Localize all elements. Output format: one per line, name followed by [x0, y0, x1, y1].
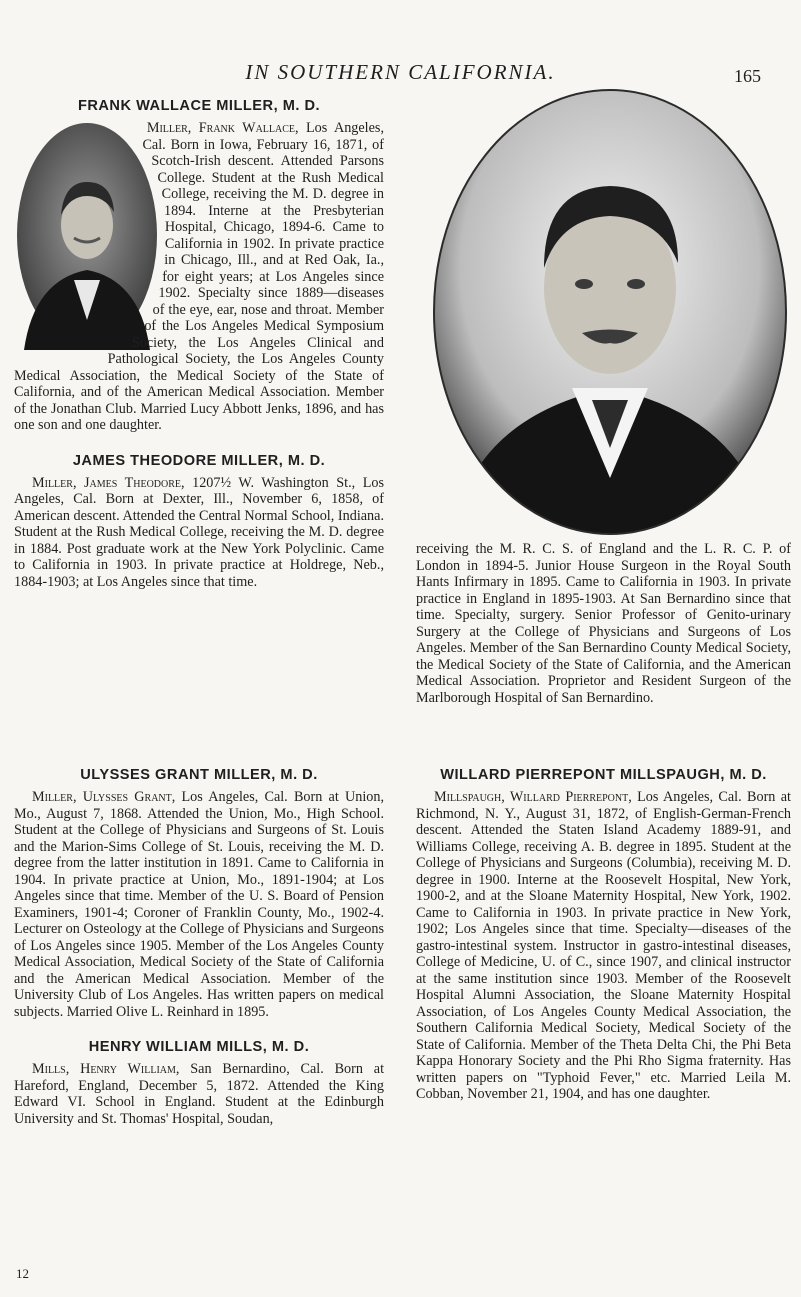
portrait-frank-wallace-miller [14, 120, 160, 350]
right-column-bottom [416, 766, 791, 1103]
entry-text [14, 475, 384, 591]
entry-body: Los Angeles, Cal. Born at Richmond, N. Y., August 31, 1872, of English-German-French descent. Attended the Staten Island Academy 1889-91, and Williams College, receiving A. B. degree in 1895. Student at the College of Physicians and Surgeons (Columbia), receiving M. D. degree in 1900. Interne at the Roosevelt Hospital, New York, 1900-2, and at the Sloane Maternity Hospital, New York, 1902. Came to California in 1903. In private practice in New York, 1902; Los Angeles since that time. Specialty—diseases of the gastro-intestinal system. Instructor in gastro-intestinal diseases, College of Medicine, U. of C., since 1907, and clinical instructor at the same institution since 1903. Member of the Roosevelt Hospital Alumni Association, the Sloane Maternity Hospital Association, of Los Angeles County Medical Association, the Southern California Medical Society, Medical Society of the State of California. Member of the Theta Delta Chi, the Phi Beta Kappa Honorary Society and the Phi Rho Sigma fraternity. Has written papers on "Typhoid Fever," etc. Married Leila M. Cobban, November 21, 1904, and has one daughter. [416, 789, 791, 1102]
entry-body: Los Angeles, Cal. Born at Union, Mo., August 7, 1868. Attended the Union, Mo., High School. Student at the College of Physicians and Surgeons of St. Louis and the Marion-Sims College of St. Louis, receiving the M. D. degree from the latter institution in 1891. Came to California in 1904. In private practice at Union, Mo., 1891-1904; at Los Angeles since that time. Member of the U. S. Board of Pension Examiners, 1901-4; Coroner of Franklin County, Mo., 1902-4. Lecturer on Osteology at the College of Physicians and Surgeons of Los Angeles since 1905. Member of the Los Angeles County Medical Association, Medical Society of the State of California and the American Medical Association. Member of the University Club of Los Angeles. Has written papers on medical subjects. Married Olive L. Reinhard in 1895. [14, 789, 384, 1020]
page-number: 165 [734, 66, 761, 86]
left-column-top [14, 97, 384, 590]
entry-lead-name: Miller, James Theodore, [32, 474, 185, 491]
entry-heading: ULYSSES GRANT MILLER, M. D. [80, 767, 318, 783]
entry-heading: JAMES THEODORE MILLER, M. D. [72, 452, 326, 469]
entry-text [416, 789, 791, 1103]
running-head: IN SOUTHERN CALIFORNIA. [245, 60, 556, 84]
entry-heading: HENRY WILLIAM MILLS, M. D. [88, 1039, 310, 1055]
entry-lead-name: Miller, Ulysses Grant, [32, 789, 176, 805]
entry-heading: FRANK WALLACE MILLER, M. D. [77, 98, 321, 114]
entry-body: San Bernardino, Cal. Born at Hareford, England, December 5, 1872. Attended the King Edward VI. School in England. Student at the Edinburgh University and St. Thomas' Hospital, Soudan, [14, 1061, 385, 1127]
entry-body: Los Angeles, Cal. Born in Iowa, February 16, 1871, of Scotch-Irish descent. Attended Parsons College. Student at the Rush Medical College, receiving the M. D. degree in 1894. Interne at the Presbyterian Hospital, Chicago, 1894-6. Came to California in 1902. In private practice in Chicago, Ill., and at Red Oak, Ia., for eight years; at Los Angeles since 1902. Specialty since 1889—diseases of the eye, ear, nose and throat. Member of the Los Angeles Medical Symposium Society, the Los Angeles Clinical and Pathological Society, the Los Angeles County Medical Association, the Medical Society of the State of California, and of the American Medical Association. Member of the Jonathan Club. Married Lucy Abbott Jenks, 1896, and has one son and one daughter. [14, 120, 384, 433]
entry-continuation: receiving the M. R. C. S. of England and the L. R. C. P. of London in 1894-5. Junior House Surgeon in the Royal South Hants Infirmary in 1895. Came to California in 1903. In private practice in England in 1895-1903. At San Bernardino since that time. Specialty, surgery. Senior Professor of Genito-urinary Surgery at the College of Physicians and Surgeons of Los Angeles. Member of the San Bernardino County Medical Society, the Medical Society of the State of California, and the American Medical Association. Proprietor and Resident Surgeon of the Marlborough Hospital of San Bernardino. [416, 541, 791, 706]
entry-lead-name: Millspaugh, Willard Pierrepont, [434, 789, 632, 805]
entry-text [14, 1061, 384, 1127]
entry-body: 1207½ W. Washington St., Los Angeles, Cal. Born at Dexter, Ill., November 6, 1858, of American descent. Attended the Central Normal School, Indiana. Student at the Rush Medical College, receiving the M. D. degree in 1884. Post graduate work at the New York Polyclinic. Came to California in 1903. In private practice at Holdrege, Neb., 1884-1903; at Los Angeles since that time. [14, 474, 384, 590]
portrait-henry-william-mills [432, 88, 788, 536]
left-column-bottom [14, 766, 384, 1127]
entry-heading: WILLARD PIERREPONT MILLSPAUGH, M. D. [440, 767, 767, 783]
right-column-top [416, 541, 791, 706]
entry-text [14, 789, 384, 1020]
folio-mark: 12 [16, 1266, 29, 1281]
entry-lead-name: Miller, Frank Wallace, [146, 120, 299, 136]
entry-lead-name: Mills, Henry William, [32, 1061, 180, 1077]
